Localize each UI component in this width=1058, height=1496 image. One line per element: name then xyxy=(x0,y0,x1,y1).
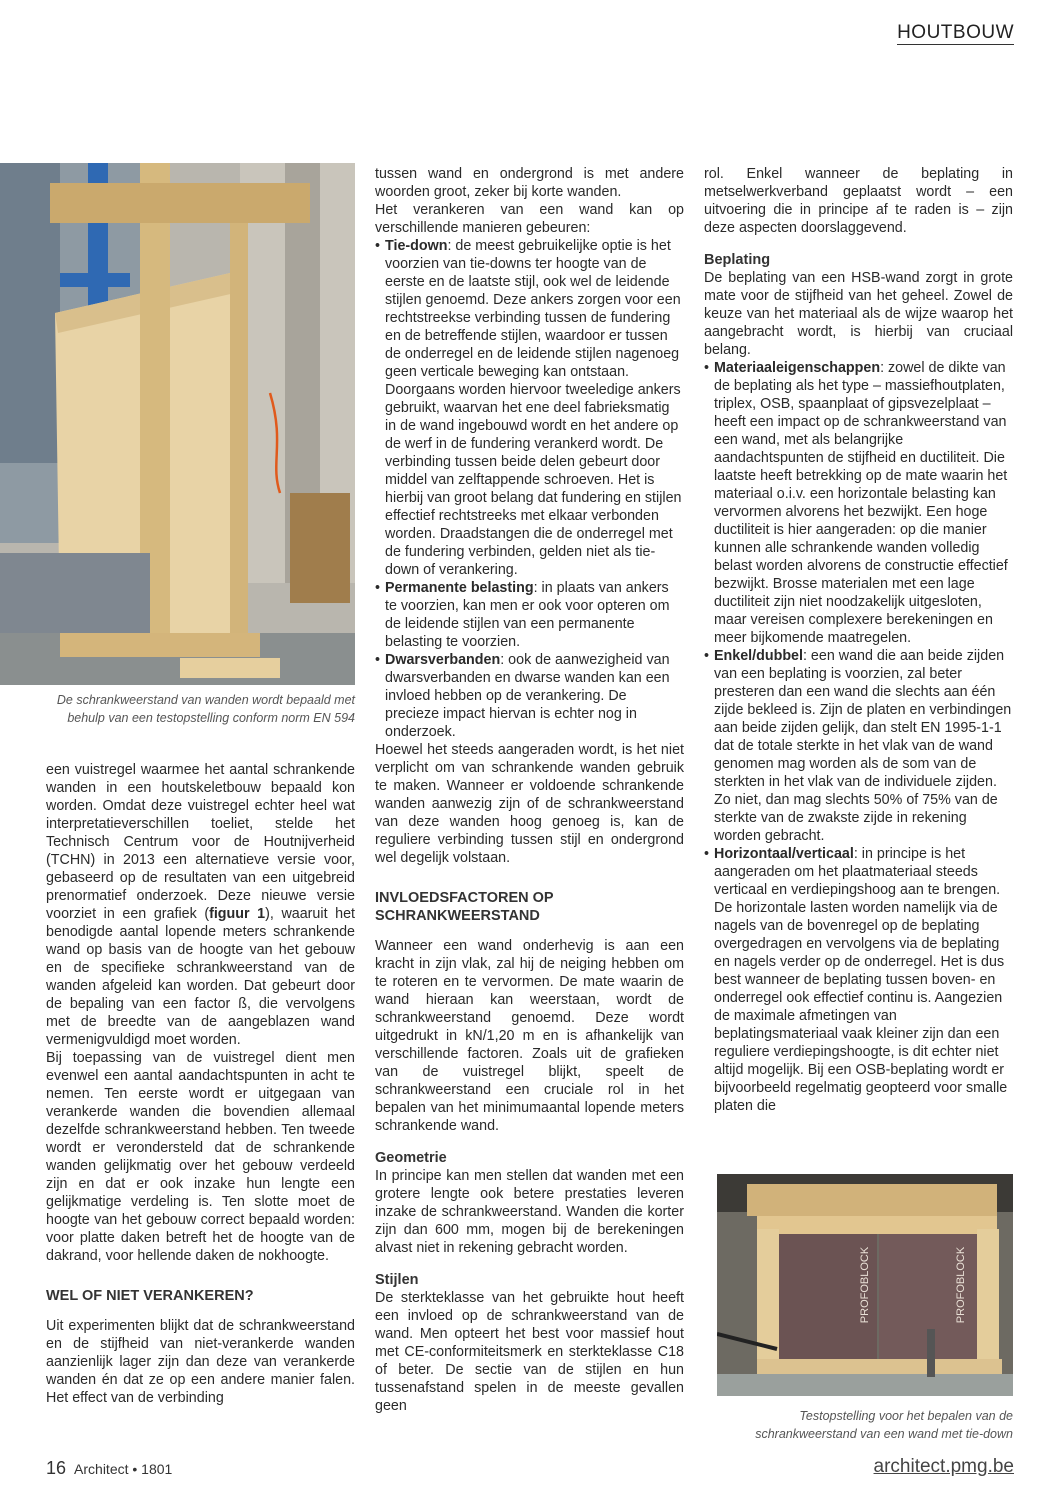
col1-p1-text: een vuistregel waarmee het aantal schrankende wanden in een houtskeletbouw bepaald kon worden. Omdat deze vuistregel echter heel wat interpretatieverschillen toeliet, stelde het Technisch Centrum voor de Houtnijverheid (TCHN) in 2013 een alternatieve versie voor, gebaseerd op de resultaten van een uitgebreid prenormatief onderzoek. Deze nieuwe versie voorziet in een grafiek ( xyxy=(46,762,355,922)
col1-paragraph-2: Bij toepassing van de vuistregel dient men evenwel een aantal aandachtspunten in acht te nemen. Ten eerste wordt er uitgegaan van verankerde wanden die bovendien allemaal dezelfde schrankweerstand hebben. Ten tweede wordt er verondersteld dat de schrankende wanden gelijkmatig over het gebouw verdeeld zijn en dat er ook inzake hun lengte een gelijkmatige verdeling is. Ten slotte moet de hoogte van het gebouw correct bepaald worden: voor platte daken betreft het de hoogte van de dakrand, voor hellende daken de nokhoogte. xyxy=(46,1050,355,1264)
heading-invloedsfactoren: INVLOEDSFACTOREN OP SCHRANKWEERSTAND xyxy=(375,890,554,924)
panel-label-b: PROFOBLOCK xyxy=(955,1246,968,1324)
page-number: 16 xyxy=(46,1458,67,1478)
column-2 xyxy=(375,165,684,1415)
heading-geometrie: Geometrie xyxy=(375,1150,447,1166)
heading-stijlen: Stijlen xyxy=(375,1272,419,1288)
list-item-term: Materiaaleigenschappen xyxy=(714,360,881,376)
website-link[interactable]: architect.pmg.be xyxy=(873,1456,1014,1477)
list-item xyxy=(375,651,684,741)
sheathing-factors-list xyxy=(704,359,1013,1115)
list-item xyxy=(375,579,684,651)
tie-down-photo xyxy=(717,1174,1013,1396)
col1-paragraph-1 xyxy=(46,761,355,1049)
col1-paragraph-3: Uit experimenten blijkt dat de schrankweerstand en de stijfheid van niet-verankerde wanden aanzienlijk lager zijn dan deze van verankerde wanden én dat ze op een andere manier falen. Het effect van de verbinding xyxy=(46,1318,355,1406)
list-item-term: Dwarsverbanden xyxy=(385,652,501,668)
figure-reference: figuur 1 xyxy=(209,906,266,922)
list-item xyxy=(704,647,1013,845)
magazine-issue: Architect • 1801 xyxy=(74,1461,173,1477)
left-photo-caption: De schrankweerstand van wanden wordt bepaald met behulp van een testopstelling conform norm EN 594 xyxy=(56,693,355,725)
list-item-term: Horizontaal/verticaal xyxy=(714,846,854,862)
col2-paragraph-4: Wanneer een wand onderhevig is aan een kracht in zijn vlak, zal hij de neiging hebben om te roteren en te vervormen. De mate waarin de wand hieraan kan weerstaan, wordt de schrankweerstand genoemd. Deze wordt uitgedrukt in kN/1,20 m en is afhankelijk van verschillende factoren. Zoals uit de grafieken van de vuistregel blijkt, speelt de schrankweerstand een cruciale rol in het bepalen van het minimumaantal lopende meters schrankende wand. xyxy=(375,938,684,1134)
column-3 xyxy=(704,165,1013,1115)
page-footer-left xyxy=(46,1458,172,1479)
list-item-term: Enkel/dubbel xyxy=(714,648,803,664)
col2-paragraph-2: Het verankeren van een wand kan op verschillende manieren gebeuren: xyxy=(375,202,684,236)
list-item xyxy=(375,237,684,579)
panel-label-a: PROFOBLOCK xyxy=(859,1246,872,1324)
test-setup-image xyxy=(0,163,355,685)
col2-paragraph-5: In principe kan men stellen dat wanden met een grotere lengte ook betere prestaties leveren inzake de schrankweerstand. Wanden die korter zijn dan 600 mm, mogen bij de berekeningen alvast niet in rekening gebracht worden. xyxy=(375,1168,684,1256)
list-item-text: : in plaats van ankers te voorzien, kan men er ook voor opteren om de leidende stijlen van een permanente belasting te voorzien. xyxy=(385,580,670,650)
list-item xyxy=(704,845,1013,1115)
list-item-text: : ook de aanwezigheid van dwarsverbanden en dwarse wanden kan een invloed hebben op de verankering. De precieze impact hiervan is echter nog in onderzoek. xyxy=(385,652,670,740)
anchoring-options-list xyxy=(375,237,684,741)
list-item-text: : de meest gebruikelijke optie is het voorzien van tie-downs ter hoogte van de eerste en de laatste stijl, ook wel de leidende stijlen genoemd. Deze ankers zorgen voor een rechtstreekse verbinding tussen de fundering en de betreffende stijlen, waardoor er tussen de onderregel en de leidende stijlen nagenoeg geen verticale beweging kan ontstaan. Doorgaans worden hiervoor tweeledige ankers gebruikt, waarvan het ene deel fabrieksmatig in de wand ingebouwd wordt en het andere op de werf in de fundering verankerd wordt. De verbinding tussen beide delen gebeurt door middel van zelftappende schroeven. Het is hierbij van groot belang dat fundering en stijlen effectief rechtstreeks met elkaar verbonden worden. Draadstangen die de onderregel met de fundering verbinden, gelden niet als tie-down of verankering. xyxy=(385,238,682,578)
column-1 xyxy=(46,761,355,1407)
col1-p1-end-text: ), waaruit het benodigde aantal lopende meters schrankende wand op basis van de hoogte van het gebouw en de specifieke schrankweerstand van de wanden afgeleid kan worden. Dat gebeurt door de bepaling van een factor ß, die vervolgens met de breedte van de aangeblazen wand vermenigvuldigd moet worden. xyxy=(46,906,356,1048)
section-header: HOUTBOUW xyxy=(897,22,1014,43)
col2-paragraph-6: De sterkteklasse van het gebruikte hout heeft een invloed op de schrankweerstand van de wand. Men opteert het best voor massief hout met CE-conformiteitsmerk en sterkteklasse C18 of beter. De sectie van de stijlen en hun tussenafstand spelen in de meeste gevallen geen xyxy=(375,1290,684,1414)
list-item-text: : een wand die aan beide zijden van een beplating is voorzien, zal beter presteren dan een wand die slechts aan één zijde bekleed is. Zijn de platen en verbindingen aan beide zijden gelijk, dan stelt EN 1995-1-1 dat de totale sterkte in het vlak van de wand genomen mag worden als de som van de sterkten in het vlak van de individuele zijden. Zo niet, dan mag slechts 50% of 75% van de sterkte van de zwakste zijde in rekening worden gebracht. xyxy=(714,648,1012,844)
list-item-term: Permanente belasting xyxy=(385,580,534,596)
right-photo-caption: Testopstelling voor het bepalen van de schrankweerstand van een wand met tie-down xyxy=(755,1409,1013,1441)
list-item xyxy=(704,359,1013,647)
list-item-text: : zowel de dikte van de beplating als het type – massiefhoutplaten, triplex, OSB, spaanplaat of gipsvezelplaat – heeft een impact op de schrankweerstand van een wand, met als belangrijke aandachtspunten de stijfheid en ductiliteit. Die laatste heeft betrekking op de mate waarin het materiaal o.i.v. een horizontale belasting kan vervormen alvorens het bezwijkt. Een hoge ductiliteit is hier aangeraden: op die manier kunnen alle schrankende wanden volledig belast worden alvorens de constructie effectief bezwijkt. Brosse materialen met een lage ductiliteit zijn niet noodzakelijk uitgesloten, maar vereisen complexere berekeningen en meer bijkomende maatregelen. xyxy=(714,360,1008,646)
heading-verankeren: WEL OF NIET VERANKEREN? xyxy=(46,1288,254,1304)
col2-paragraph-1: tussen wand en ondergrond is met andere woorden groot, zeker bij korte wanden. xyxy=(375,166,684,200)
col3-paragraph-2: De beplating van een HSB-wand zorgt in grote mate voor de stijfheid van het geheel. Zowel de keuze van het materiaal als de wijze waarop het aangebracht wordt, is hierbij van cruciaal belang. xyxy=(704,270,1013,358)
heading-beplating: Beplating xyxy=(704,252,771,268)
list-item-term: Tie-down xyxy=(385,238,448,254)
test-setup-photo xyxy=(0,163,355,685)
col3-paragraph-1: rol. Enkel wanneer de beplating in metselwerkverband geplaatst wordt – een uitvoering die in principe af te raden is – zijn deze aspecten doorslaggevend. xyxy=(704,166,1013,236)
list-item-text: : in principe is het aangeraden om het plaatmateriaal steeds verticaal en verdiepingshoog aan te brengen. De horizontale lasten worden namelijk via de nagels van de bovenregel op de beplating overgedragen en vervolgens via de beplating en nagels verder op de onderregel. Het is dus best wanneer de beplating tussen boven- en onderregel ook effectief continu is. Aangezien de maximale afmetingen van beplatingsmateriaal vaak kleiner zijn dan een reguliere verdiepingshoogte, is dit echter niet altijd mogelijk. Bij een OSB-beplating wordt er bijvoorbeeld regelmatig geopteerd voor smalle platen die xyxy=(714,846,1008,1114)
col2-paragraph-3: Hoewel het steeds aangeraden wordt, is het niet verplicht om van schrankende wanden gebruik te maken. Wanneer er voldoende schrankende wanden aanwezig zijn of de schrankweerstand van deze wanden hoog genoeg is, kan de reguliere verbinding tussen stijl en ondergrond wel degelijk volstaan. xyxy=(375,742,684,866)
